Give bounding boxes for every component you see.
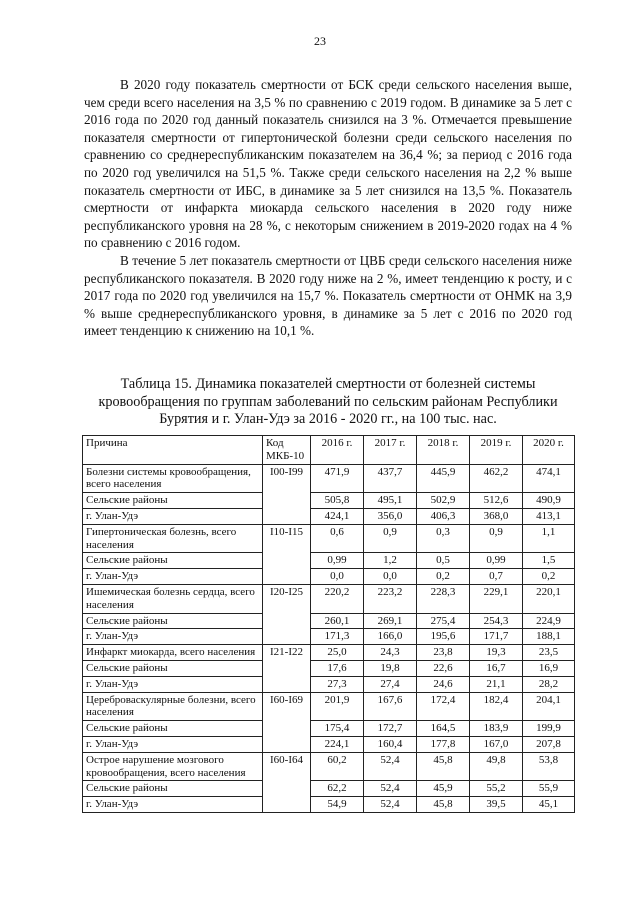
cell-value: 0,9 — [470, 524, 523, 553]
cell-value: 167,0 — [470, 736, 523, 752]
cell-value: 23,5 — [523, 645, 575, 661]
cell-value: 0,6 — [311, 524, 364, 553]
cell-value: 0,99 — [311, 553, 364, 569]
cell-value: 207,8 — [523, 736, 575, 752]
cell-cause: г. Улан-Удэ — [83, 797, 263, 813]
body-text — [84, 76, 572, 340]
cell-code — [263, 508, 311, 524]
cell-code — [263, 493, 311, 509]
table-row — [83, 692, 575, 721]
table-row — [83, 493, 575, 509]
cell-cause: Сельские районы — [83, 781, 263, 797]
cell-cause: Сельские районы — [83, 493, 263, 509]
header-cause: Причина — [83, 436, 263, 465]
cell-value: 25,0 — [311, 645, 364, 661]
cell-cause: Сельские районы — [83, 553, 263, 569]
cell-value: 0,3 — [417, 524, 470, 553]
cell-value: 188,1 — [523, 629, 575, 645]
cell-cause: Острое нарушение мозгового кровообращения, всего населения — [83, 752, 263, 781]
cell-code — [263, 721, 311, 737]
cell-value: 356,0 — [364, 508, 417, 524]
cell-value: 175,4 — [311, 721, 364, 737]
cell-value: 0,0 — [311, 569, 364, 585]
table-row — [83, 721, 575, 737]
cell-value: 45,8 — [417, 752, 470, 781]
table-row — [83, 553, 575, 569]
cell-value: 45,8 — [417, 797, 470, 813]
cell-code — [263, 676, 311, 692]
cell-value: 490,9 — [523, 493, 575, 509]
cell-value: 229,1 — [470, 584, 523, 613]
cell-value: 39,5 — [470, 797, 523, 813]
cell-value: 60,2 — [311, 752, 364, 781]
cell-value: 254,3 — [470, 613, 523, 629]
header-year: 2018 г. — [417, 436, 470, 465]
cell-code — [263, 629, 311, 645]
cell-value: 19,8 — [364, 660, 417, 676]
cell-cause: г. Улан-Удэ — [83, 676, 263, 692]
cell-code — [263, 569, 311, 585]
cell-value: 0,2 — [417, 569, 470, 585]
table-row — [83, 464, 575, 493]
header-year: 2016 г. — [311, 436, 364, 465]
cell-value: 52,4 — [364, 752, 417, 781]
cell-value: 45,1 — [523, 797, 575, 813]
cell-value: 368,0 — [470, 508, 523, 524]
table-row — [83, 736, 575, 752]
cell-value: 0,99 — [470, 553, 523, 569]
cell-value: 1,2 — [364, 553, 417, 569]
cell-value: 182,4 — [470, 692, 523, 721]
cell-value: 512,6 — [470, 493, 523, 509]
table-row — [83, 569, 575, 585]
header-year: 2017 г. — [364, 436, 417, 465]
cell-code: I20-I25 — [263, 584, 311, 613]
paragraph: В течение 5 лет показатель смертности от ЦВБ среди сельского населения ниже республиканского показателя. В 2020 году ниже на 2 %, имеет тенденцию к росту, и с 2017 года по 2020 год увеличился на 15,7 %. Показатель смертности от ОНМК на 3,9 % выше среднереспубликанского уровня, в динамике за 5 лет с 2016 по 2020 год имеет тенденцию к снижению на 10,1 %. — [84, 252, 572, 339]
cell-cause: г. Улан-Удэ — [83, 736, 263, 752]
cell-value: 27,3 — [311, 676, 364, 692]
cell-value: 275,4 — [417, 613, 470, 629]
cell-value: 55,9 — [523, 781, 575, 797]
table-row — [83, 676, 575, 692]
cell-value: 204,1 — [523, 692, 575, 721]
paragraph: В 2020 году показатель смертности от БСК среди сельского населения выше, чем среди всего населения на 3,5 % по сравнению с 2019 годом. В динамике за 5 лет с 2016 года по 2020 год данный показатель снизился на 3 %. Отмечается превышение показателя смертности от гипертонической болезни среди сельского населения по сравнению со среднереспубликанским показателем на 36,4 %; за период с 2016 года по 2020 год увеличился на 51,5 %. Также среди сельского населения на 2,2 % выше показатель смертности от ИБС, в динамике за 5 лет снизился на 13,5 %. Показатель смертности от инфаркта миокарда сельского населения в 2020 году ниже республиканского уровня на 28 %, с некоторым снижением в 2019-2020 годах на 4 % по сравнению с 2016 годом. — [84, 77, 572, 251]
cell-value: 0,9 — [364, 524, 417, 553]
cell-value: 53,8 — [523, 752, 575, 781]
cell-value: 24,6 — [417, 676, 470, 692]
cell-value: 0,5 — [417, 553, 470, 569]
cell-cause: Инфаркт миокарда, всего населения — [83, 645, 263, 661]
cell-value: 172,7 — [364, 721, 417, 737]
cell-value: 269,1 — [364, 613, 417, 629]
table-row — [83, 584, 575, 613]
cell-value: 16,9 — [523, 660, 575, 676]
cell-cause: Сельские районы — [83, 660, 263, 676]
cell-value: 228,3 — [417, 584, 470, 613]
cell-value: 52,4 — [364, 797, 417, 813]
cell-code — [263, 797, 311, 813]
cell-value: 49,8 — [470, 752, 523, 781]
cell-code: I60-I64 — [263, 752, 311, 781]
cell-value: 462,2 — [470, 464, 523, 493]
cell-code: I21-I22 — [263, 645, 311, 661]
table-row — [83, 508, 575, 524]
table-row — [83, 613, 575, 629]
cell-cause: Гипертоническая болезнь, всего населения — [83, 524, 263, 553]
cell-value: 27,4 — [364, 676, 417, 692]
table-row — [83, 524, 575, 553]
cell-value: 445,9 — [417, 464, 470, 493]
cell-value: 23,8 — [417, 645, 470, 661]
cell-value: 424,1 — [311, 508, 364, 524]
cell-cause: Ишемическая болезнь сердца, всего населения — [83, 584, 263, 613]
cell-cause: г. Улан-Удэ — [83, 569, 263, 585]
table-row — [83, 781, 575, 797]
cell-value: 201,9 — [311, 692, 364, 721]
cell-value: 1,1 — [523, 524, 575, 553]
cell-value: 22,6 — [417, 660, 470, 676]
cell-value: 220,1 — [523, 584, 575, 613]
cell-value: 45,9 — [417, 781, 470, 797]
table-row — [83, 797, 575, 813]
cell-code — [263, 613, 311, 629]
cell-value: 183,9 — [470, 721, 523, 737]
cell-code: I10-I15 — [263, 524, 311, 553]
cell-value: 224,9 — [523, 613, 575, 629]
cell-value: 54,9 — [311, 797, 364, 813]
cell-value: 17,6 — [311, 660, 364, 676]
cell-value: 195,6 — [417, 629, 470, 645]
cell-value: 220,2 — [311, 584, 364, 613]
cell-value: 166,0 — [364, 629, 417, 645]
cell-value: 502,9 — [417, 493, 470, 509]
cell-cause: г. Улан-Удэ — [83, 508, 263, 524]
cell-cause: Цереброваскулярные болезни, всего населения — [83, 692, 263, 721]
cell-code: I00-I99 — [263, 464, 311, 493]
cell-value: 0,7 — [470, 569, 523, 585]
mortality-table — [82, 435, 575, 813]
cell-value: 164,5 — [417, 721, 470, 737]
cell-value: 21,1 — [470, 676, 523, 692]
cell-cause: г. Улан-Удэ — [83, 629, 263, 645]
cell-value: 28,2 — [523, 676, 575, 692]
cell-value: 171,3 — [311, 629, 364, 645]
cell-value: 474,1 — [523, 464, 575, 493]
header-year: 2020 г. — [523, 436, 575, 465]
cell-value: 406,3 — [417, 508, 470, 524]
cell-code: I60-I69 — [263, 692, 311, 721]
table-row — [83, 629, 575, 645]
cell-value: 62,2 — [311, 781, 364, 797]
cell-code — [263, 781, 311, 797]
cell-value: 19,3 — [470, 645, 523, 661]
cell-cause: Сельские районы — [83, 721, 263, 737]
cell-value: 413,1 — [523, 508, 575, 524]
page-number: 23 — [314, 34, 326, 48]
header-year: 2019 г. — [470, 436, 523, 465]
cell-value: 224,1 — [311, 736, 364, 752]
cell-value: 1,5 — [523, 553, 575, 569]
table-row — [83, 752, 575, 781]
table-row — [83, 645, 575, 661]
header-code: Код МКБ-10 — [263, 436, 311, 465]
table-header-row — [83, 436, 575, 465]
cell-value: 16,7 — [470, 660, 523, 676]
cell-code — [263, 660, 311, 676]
cell-value: 177,8 — [417, 736, 470, 752]
table-caption: Таблица 15. Динамика показателей смертности от болезней системы кровообращения по группам заболеваний по сельским районам Республики Бурятия и г. Улан-Удэ за 2016 - 2020 гг., на 100 тыс. нас. — [98, 376, 558, 427]
cell-value: 55,2 — [470, 781, 523, 797]
cell-value: 223,2 — [364, 584, 417, 613]
cell-value: 471,9 — [311, 464, 364, 493]
cell-value: 260,1 — [311, 613, 364, 629]
cell-value: 160,4 — [364, 736, 417, 752]
cell-value: 495,1 — [364, 493, 417, 509]
cell-code — [263, 736, 311, 752]
cell-value: 0,0 — [364, 569, 417, 585]
cell-code — [263, 553, 311, 569]
cell-value: 52,4 — [364, 781, 417, 797]
cell-value: 505,8 — [311, 493, 364, 509]
table-row — [83, 660, 575, 676]
cell-value: 199,9 — [523, 721, 575, 737]
cell-value: 167,6 — [364, 692, 417, 721]
cell-value: 0,2 — [523, 569, 575, 585]
cell-cause: Сельские районы — [83, 613, 263, 629]
cell-value: 24,3 — [364, 645, 417, 661]
cell-cause: Болезни системы кровообращения, всего населения — [83, 464, 263, 493]
cell-value: 437,7 — [364, 464, 417, 493]
cell-value: 171,7 — [470, 629, 523, 645]
cell-value: 172,4 — [417, 692, 470, 721]
